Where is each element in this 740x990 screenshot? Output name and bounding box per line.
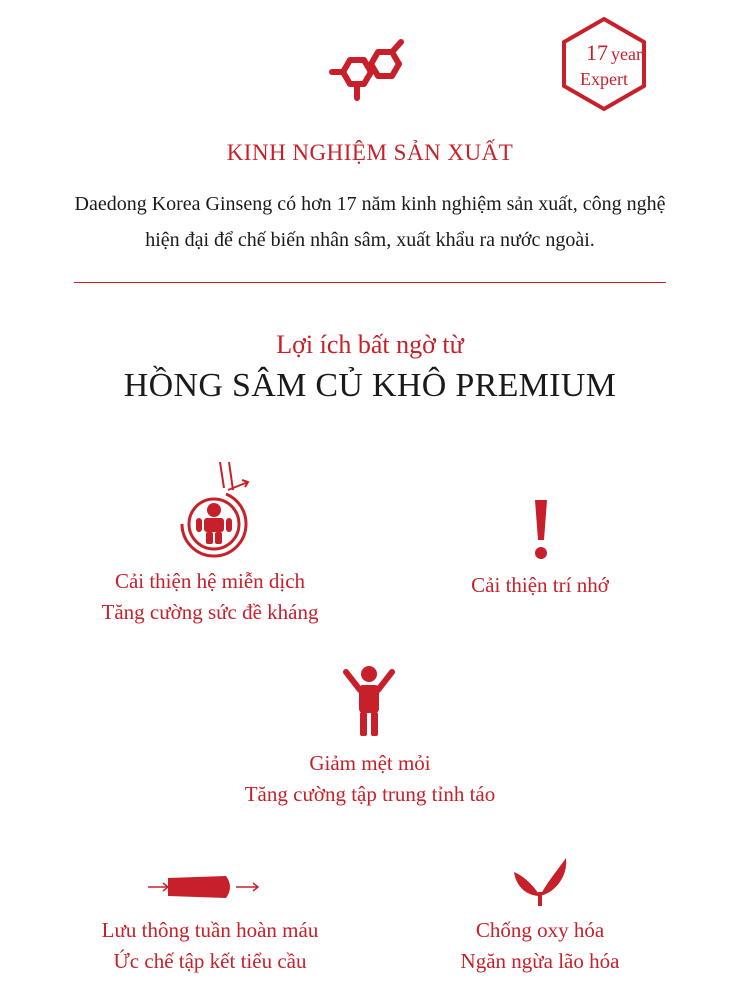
experience-title: KINH NGHIỆM SẢN XUẤT [226, 140, 514, 165]
benefit-memory [360, 570, 720, 601]
benefit-line: Giảm mệt mỏi [309, 751, 431, 775]
molecule-icon [322, 38, 414, 108]
immune-body-icon [168, 460, 260, 560]
benefit-line: Chống oxy hóa [475, 918, 605, 942]
experience-description [40, 186, 700, 258]
benefit-line: Tăng cường tập trung tỉnh táo [244, 782, 496, 806]
raised-arms-person-icon [340, 662, 398, 740]
benefit-circulation [30, 915, 390, 977]
blood-vessel-icon [146, 874, 262, 902]
benefit-immune [30, 566, 390, 628]
experience-description-line: hiện đại để chế biến nhân sâm, xuất khẩu ra nước ngoài. [145, 229, 595, 251]
benefits-title: HỒNG SÂM CỦ KHÔ PREMIUM [123, 367, 617, 404]
expert-badge-icon [560, 16, 648, 112]
benefits-pre-title: Lợi ích bất ngờ từ [276, 330, 464, 359]
benefit-antioxidant [360, 915, 720, 977]
exclamation-icon [526, 496, 556, 566]
benefit-line: Cải thiện trí nhớ [471, 573, 609, 597]
section-divider [74, 282, 666, 283]
benefit-line: Lưu thông tuần hoàn máu [101, 918, 319, 942]
badge-number: 17 [586, 40, 608, 65]
sprout-leaf-icon [512, 856, 568, 906]
benefit-line: Cải thiện hệ miễn dịch [114, 569, 306, 593]
benefit-line: Ức chế tập kết tiểu cầu [113, 949, 307, 973]
badge-unit: year [611, 44, 642, 64]
benefit-line: Tăng cường sức đề kháng [101, 600, 319, 624]
benefit-fatigue [190, 748, 550, 810]
benefit-line: Ngăn ngừa lão hóa [460, 949, 620, 973]
badge-label: Expert [580, 69, 628, 89]
experience-description-line: Daedong Korea Ginseng có hơn 17 năm kinh nghiệm sản xuất, công nghệ [74, 193, 666, 215]
